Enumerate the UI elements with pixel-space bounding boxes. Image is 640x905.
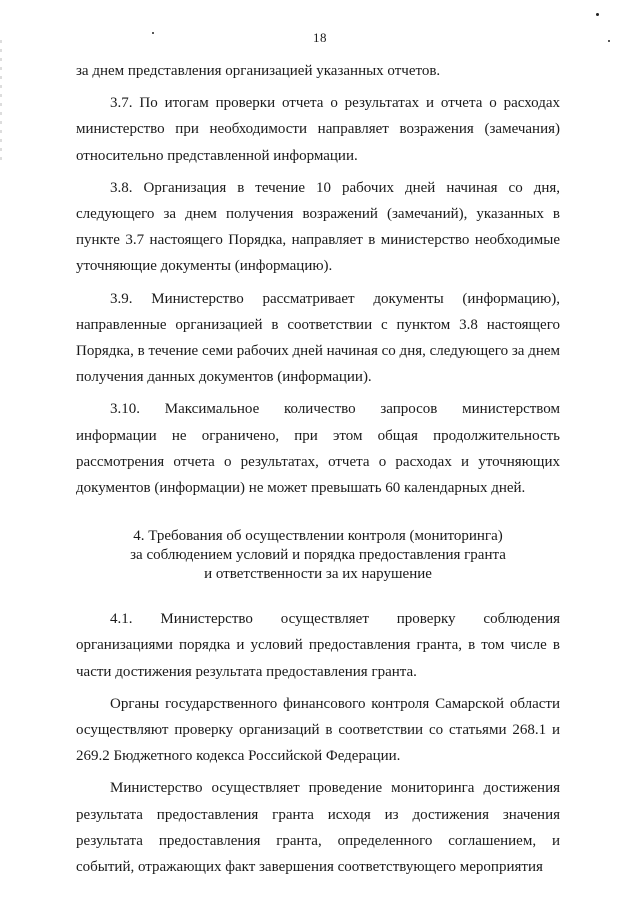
section-heading bbox=[76, 527, 560, 584]
section-heading-line: и ответственности за их нарушение bbox=[204, 566, 432, 583]
paragraph-3-7: 3.7. По итогам проверки отчета о результатах и отчета о расходах министерство при необходимости направляет возражения (замечания) относительно представленной информации. bbox=[76, 95, 560, 164]
paragraph-3-9: 3.9. Министерство рассматривает документы (информацию), направленные организацией в соответствии с пунктом 3.8 настоящего Порядка, в течение семи рабочих дней начиная со дня, следующего за днем получения данных документов (информации). bbox=[76, 290, 560, 386]
document-body bbox=[76, 58, 560, 886]
page-number: 18 bbox=[313, 30, 327, 45]
paragraph-4-1: 4.1. Министерство осуществляет проверку соблюдения организациями порядка и условий предоставления гранта, в том числе в части достижения результата предоставления гранта. bbox=[76, 611, 560, 680]
paragraph-monitoring: Министерство осуществляет проведение мониторинга достижения результата предоставления гранта исходя из достижения значения результата предоставления гранта, определенного соглашением, и событий, отражающих факт завершения соответствующего мероприятия bbox=[76, 780, 560, 876]
scan-speck bbox=[596, 13, 599, 16]
paragraph-3-8: 3.8. Организация в течение 10 рабочих дней начиная со дня, следующего за днем получения возражений (замечаний), указанных в пункте 3.7 настоящего Порядка, направляет в министерство необходимые уточняющие документы (информацию). bbox=[76, 179, 560, 275]
scan-edge-mark bbox=[0, 40, 2, 160]
section-heading-line: за соблюдением условий и порядка предоставления гранта bbox=[130, 547, 506, 564]
paragraph-financial-control: Органы государственного финансового контроля Самарской области осуществляют проверку организаций в соответствии со статьями 268.1 и 269.2 Бюджетного кодекса Российской Федерации. bbox=[76, 695, 560, 765]
paragraph-continuation: за днем представления организацией указанных отчетов. bbox=[76, 63, 441, 79]
paragraph-3-10: 3.10. Максимальное количество запросов министерством информации не ограничено, при этом общая продолжительность рассмотрения отчета о результатах, отчета о расходах и уточняющих документов (информации) не может превышать 60 календарных дней. bbox=[76, 401, 560, 497]
section-heading-line: 4. Требования об осуществлении контроля (мониторинга) bbox=[133, 528, 503, 545]
